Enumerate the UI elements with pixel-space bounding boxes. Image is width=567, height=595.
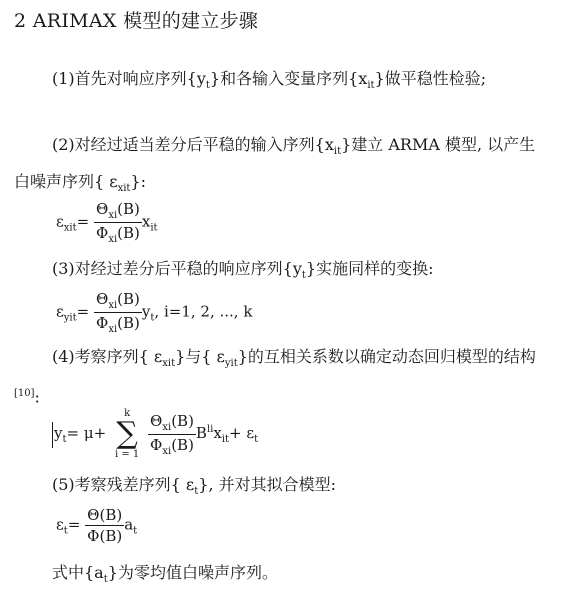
step-4-text-b: }与{ ε: [175, 347, 225, 366]
eq3-summation: [115, 408, 139, 460]
eq2-num-symbol: Θ: [96, 290, 109, 308]
eq4-denominator: Φ(B): [87, 527, 123, 545]
eq3-x-sub: it: [221, 434, 230, 445]
eq3-plus-eps: + ε: [229, 424, 255, 442]
text-cursor: [52, 422, 53, 448]
step-2-text-a: (2)对经过适当差分后平稳的输入序列{x: [52, 135, 334, 154]
step-1-text-a: (1)首先对响应序列{y: [52, 69, 206, 88]
eq2-num-sub: xi: [108, 300, 118, 311]
section-heading: 2 ARIMAX 模型的建立步骤: [14, 10, 259, 32]
step-1-paragraph: [14, 64, 546, 101]
eq2-numerator: [94, 290, 142, 313]
eq1-tail-sub: it: [150, 222, 158, 234]
step-3-paragraph: [52, 256, 434, 281]
eq2-tail-sub: t: [150, 312, 155, 324]
eq4-numerator: Θ(B): [87, 506, 123, 524]
closing-text-b: }为零均值白噪声序列。: [107, 563, 278, 582]
closing-paragraph: [52, 560, 278, 585]
eq2-den-symbol: Φ: [96, 314, 109, 332]
eq4-lhs: ε: [56, 515, 64, 534]
eq1-lhs-sub: xit: [63, 222, 77, 234]
eq3-num-arg: (B): [171, 411, 194, 430]
eq3-backshift-sup: li: [206, 424, 214, 435]
step-5-text-a: (5)考察残差序列{ ε: [52, 475, 195, 494]
closing-text-a: 式中{a: [52, 563, 104, 582]
eq2-rest: , i=1, 2, ..., k: [154, 302, 253, 321]
eq1-lhs: ε: [56, 212, 64, 231]
eq3-eps-sub: t: [254, 434, 259, 445]
eq3-den-sub: xi: [162, 445, 172, 457]
eq3-num-symbol: Θ: [150, 411, 163, 430]
step-4-citation: [10]: [14, 388, 35, 400]
step-3-sub-a: t: [301, 270, 306, 282]
step-4-text-c: }的互相关系数以确定动态回归模型的结构: [237, 347, 536, 366]
step-3-text-b: }实施同样的变换:: [305, 259, 434, 278]
eq3-x: x: [213, 424, 222, 442]
sum-sigma-icon: ∑: [116, 416, 138, 451]
eq4-tail-sub: t: [133, 525, 138, 537]
step-5-text-b: }, 并对其拟合模型:: [198, 475, 337, 494]
eq1-denominator: [94, 223, 142, 245]
step-2-text-b: }建立 ARMA 模型, 以产生白噪声序列{ ε: [14, 135, 536, 192]
equation-2: [56, 290, 252, 335]
eq3-denominator: [148, 435, 196, 457]
step-4-text-a: (4)考察序列{ ε: [52, 347, 163, 366]
eq1-num-arg: (B): [117, 200, 140, 218]
eq3-num-sub: xi: [162, 421, 172, 433]
eq3-den-symbol: Φ: [150, 435, 163, 454]
eq2-den-arg: (B): [117, 314, 140, 332]
eq2-den-sub: xi: [108, 324, 118, 335]
step-2-text-c: }:: [130, 172, 146, 192]
step-4-sub-b: yit: [224, 358, 238, 370]
eq3-fraction: [148, 412, 196, 457]
step-5-paragraph: [52, 472, 336, 497]
equation-4: [56, 506, 137, 545]
eq2-equals: =: [76, 302, 90, 321]
step-1-sub-b: it: [367, 80, 375, 92]
eq3-equals: = μ+: [66, 424, 107, 442]
step-2-sub-b: xit: [117, 183, 131, 195]
closing-sub-a: t: [103, 574, 108, 586]
step-1-sub-a: t: [205, 80, 210, 92]
step-1-text-c: }做平稳性检验;: [374, 69, 487, 88]
eq3-sum-lower: i = 1: [114, 449, 140, 460]
eq1-den-symbol: Φ: [96, 224, 109, 242]
step-1-text-b: }和各输入变量序列{x: [209, 69, 368, 88]
eq3-numerator: [148, 412, 196, 435]
eq1-equals: =: [76, 212, 90, 231]
eq1-num-symbol: Θ: [96, 200, 109, 218]
step-2-paragraph: [14, 130, 546, 204]
step-2-sub-a: it: [333, 146, 342, 158]
eq3-sum-upper: k: [124, 408, 131, 419]
eq1-den-arg: (B): [117, 224, 140, 242]
eq3-den-arg: (B): [171, 435, 194, 454]
step-4-sub-a: xit: [162, 358, 176, 370]
eq4-equals: =: [67, 515, 81, 534]
eq2-tail: y: [141, 302, 151, 321]
step-4-paragraph: [14, 342, 546, 413]
eq1-fraction: [94, 200, 142, 245]
eq4-tail: a: [124, 515, 134, 534]
eq4-fraction: [85, 506, 124, 545]
eq2-lhs-sub: yit: [63, 312, 77, 324]
eq3-backshift: B: [195, 424, 207, 442]
eq3-lhs: y: [54, 424, 63, 442]
eq3-lhs-sub: t: [62, 434, 67, 445]
step-4-text-d: :: [34, 387, 40, 407]
step-3-text-a: (3)对经过差分后平稳的响应序列{y: [52, 259, 302, 278]
eq1-num-sub: xi: [108, 210, 118, 221]
equation-1: [56, 200, 158, 245]
eq4-lhs-sub: t: [63, 525, 68, 537]
eq1-den-sub: xi: [108, 234, 118, 245]
eq2-lhs: ε: [56, 302, 64, 321]
eq2-denominator: [94, 313, 142, 335]
eq1-numerator: [94, 200, 142, 223]
step-5-sub-a: t: [194, 486, 199, 498]
eq2-num-arg: (B): [117, 290, 140, 308]
eq1-tail: x: [141, 212, 151, 231]
eq2-fraction: [94, 290, 142, 335]
equation-3: [54, 408, 258, 460]
